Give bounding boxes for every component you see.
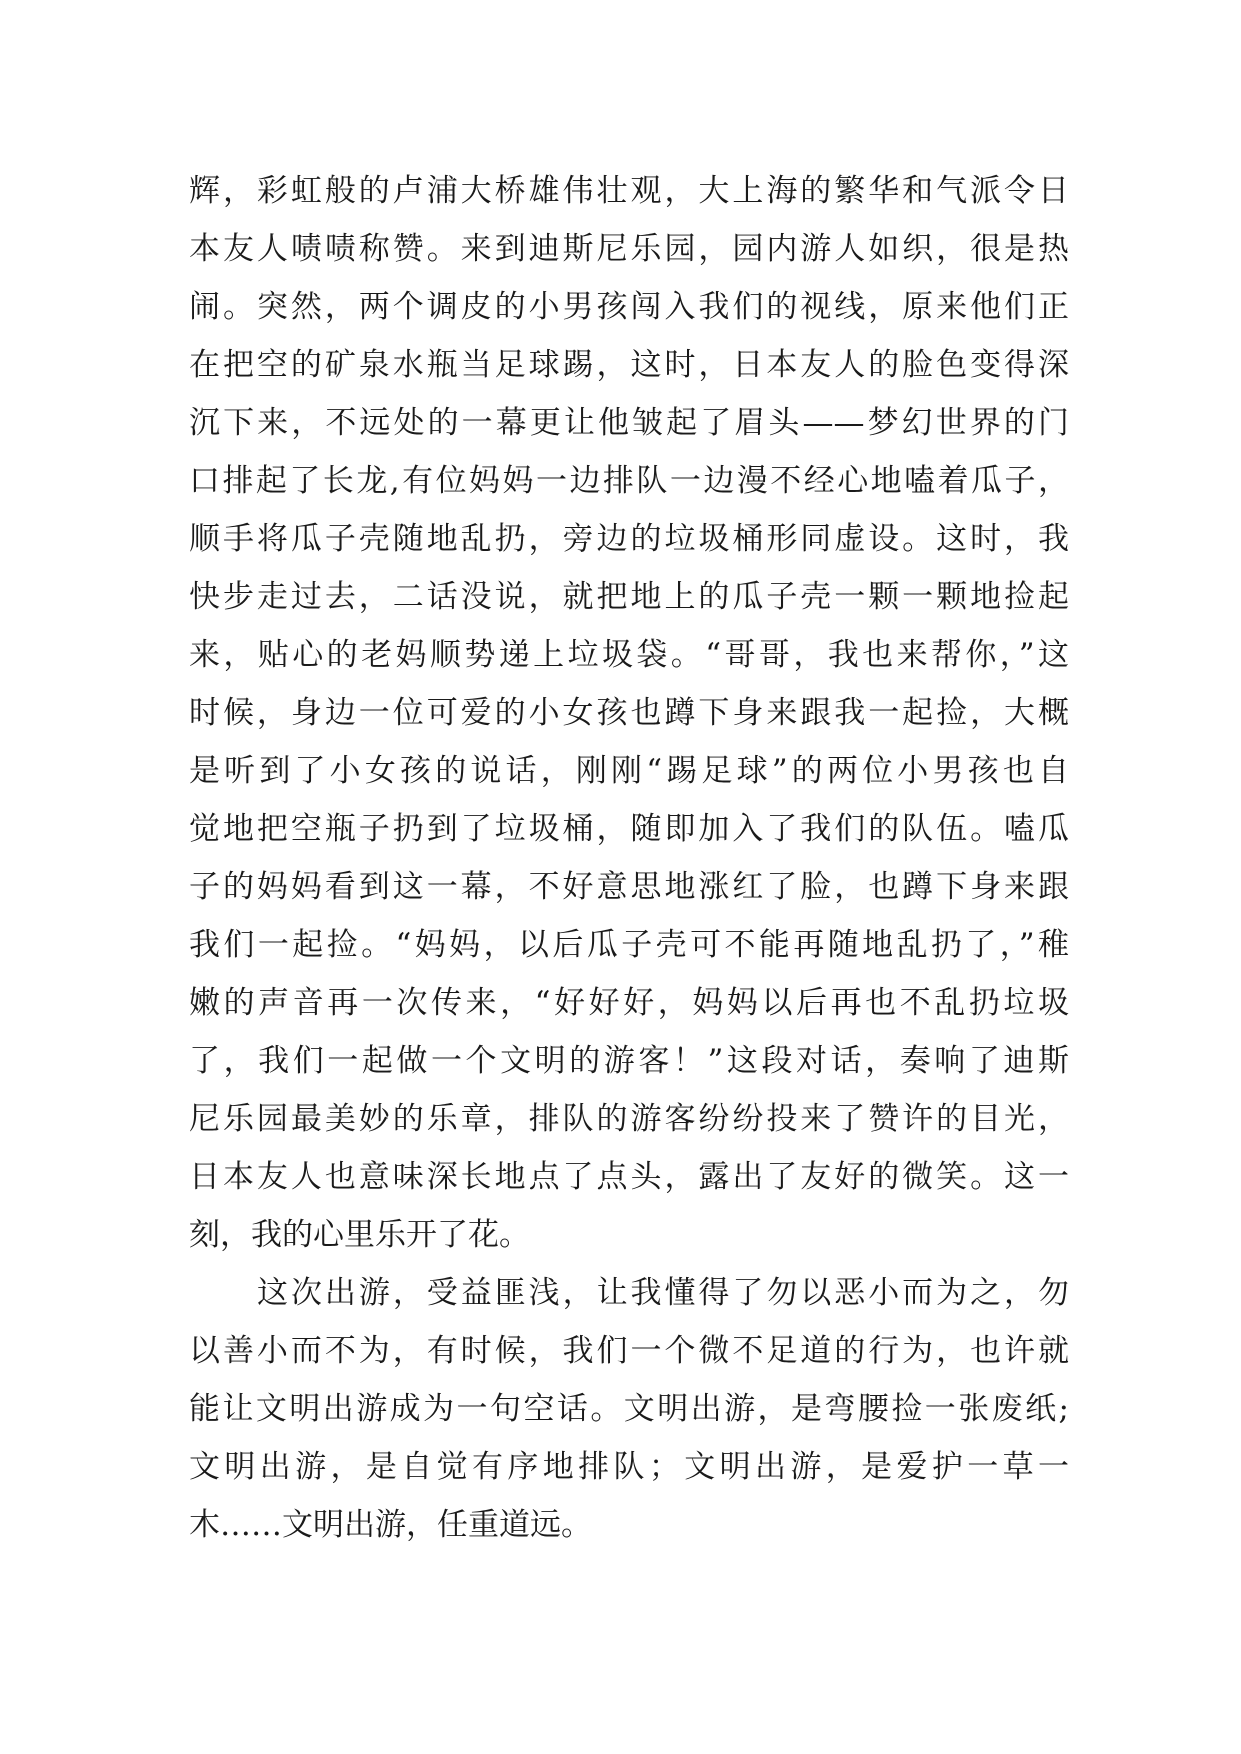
text-line: 尼乐园最美妙的乐章，排队的游客纷纷投来了赞许的目光，	[189, 1101, 1069, 1137]
text-line: 了，我们一起做一个文明的游客！”这段对话，奏响了迪斯	[189, 1043, 1069, 1079]
text-line: 来，贴心的老妈顺势递上垃圾袋。“哥哥，我也来帮你，”这	[189, 637, 1069, 673]
text-line: 在把空的矿泉水瓶当足球踢，这时，日本友人的脸色变得深	[189, 347, 1069, 383]
paragraph-1	[189, 162, 1069, 1264]
text-line: 闹。突然，两个调皮的小男孩闯入我们的视线，原来他们正	[189, 289, 1069, 325]
text-line: 嫩的声音再一次传来，“好好好，妈妈以后再也不乱扔垃圾	[189, 985, 1069, 1021]
text-line: 我们一起捡。“妈妈，以后瓜子壳可不能再随地乱扔了，”稚	[189, 927, 1069, 963]
paragraph-2	[189, 1264, 1069, 1554]
essay-text	[189, 162, 1069, 1554]
text-line: 子的妈妈看到这一幕，不好意思地涨红了脸，也蹲下身来跟	[189, 869, 1069, 905]
text-line: 觉地把空瓶子扔到了垃圾桶，随即加入了我们的队伍。嗑瓜	[189, 811, 1069, 847]
text-line: 以善小而不为，有时候，我们一个微不足道的行为，也许就	[189, 1333, 1069, 1369]
text-line: 辉，彩虹般的卢浦大桥雄伟壮观，大上海的繁华和气派令日	[189, 173, 1069, 209]
text-line: 时候，身边一位可爱的小女孩也蹲下身来跟我一起捡，大概	[189, 695, 1069, 731]
text-line: 本友人啧啧称赞。来到迪斯尼乐园，园内游人如织，很是热	[189, 231, 1069, 267]
text-line: 是听到了小女孩的说话，刚刚“踢足球”的两位小男孩也自	[189, 753, 1069, 789]
text-line: 日本友人也意味深长地点了点头，露出了友好的微笑。这一	[189, 1159, 1069, 1195]
text-line: 快步走过去，二话没说，就把地上的瓜子壳一颗一颗地捡起	[189, 579, 1069, 615]
text-line: 刻，我的心里乐开了花。	[189, 1217, 530, 1253]
text-line: 沉下来，不远处的一幕更让他皱起了眉头——梦幻世界的门	[189, 405, 1069, 441]
text-line: 顺手将瓜子壳随地乱扔，旁边的垃圾桶形同虚设。这时，我	[189, 521, 1069, 557]
text-line: 能让文明出游成为一句空话。文明出游，是弯腰捡一张废纸;	[189, 1391, 1069, 1427]
text-line: 文明出游，是自觉有序地排队；文明出游，是爱护一草一	[189, 1449, 1069, 1485]
text-line: 木……文明出游，任重道远。	[189, 1507, 592, 1543]
text-line: 这次出游，受益匪浅，让我懂得了勿以恶小而为之，勿	[257, 1275, 1069, 1311]
text-line: 口排起了长龙,有位妈妈一边排队一边漫不经心地嗑着瓜子，	[189, 463, 1069, 499]
